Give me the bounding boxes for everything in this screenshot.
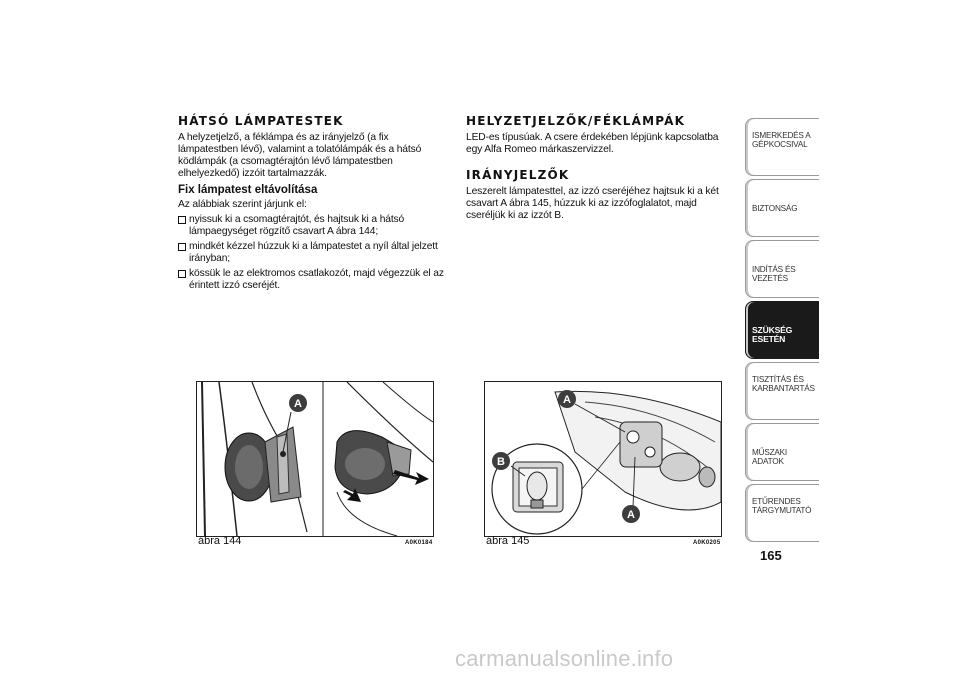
step-item xyxy=(178,214,448,238)
tab-label: INDÍTÁS ÉS VEZETÉS xyxy=(752,265,796,283)
rear-lamp-removal-drawing xyxy=(197,382,433,536)
figure-label: B xyxy=(497,456,505,468)
tab-maintenance[interactable] xyxy=(745,362,819,420)
figure-144-caption: ábra 144 xyxy=(198,535,242,547)
tab-label: SZÜKSÉG ESETÉN xyxy=(752,325,793,344)
section-heading-rear-lamps: HÁTSÓ LÁMPATESTEK xyxy=(178,114,344,128)
left-column xyxy=(178,114,448,295)
figure-144-code: A0K0184 xyxy=(405,540,433,546)
position-lights-paragraph: LED-es típusúak. A csere érdekében lépjünk kapcsolatba egy Alfa Romeo márkaszervizzel. xyxy=(466,132,719,155)
indicator-bulb-drawing xyxy=(485,382,721,536)
tab-label: MŰSZAKI ADATOK xyxy=(752,448,787,466)
tab-emergency[interactable] xyxy=(745,301,819,359)
checkbox-bullet-icon xyxy=(178,216,186,224)
step-text: mindkét kézzel húzzuk ki a lámpatestet a nyíl által jelzett irányban; xyxy=(189,241,438,264)
steps-list xyxy=(178,214,448,292)
figure-145-illustration xyxy=(484,381,722,537)
figure-label: A xyxy=(563,394,571,406)
tab-label: ISMERKEDÉS A xyxy=(752,131,811,140)
tab-safety[interactable] xyxy=(745,179,819,237)
section-heading-indicators: IRÁNYJELZŐK xyxy=(466,168,570,182)
tab-label: TISZTÍTÁS ÉS xyxy=(752,375,804,384)
step-item xyxy=(178,241,448,265)
tab-technical-data[interactable] xyxy=(745,423,819,481)
steps-intro: Az alábbiak szerint járjunk el: xyxy=(178,199,307,210)
step-text: kössük le az elektromos csatlakozót, majd végezzük el az érintett izzó cseréjét. xyxy=(189,268,444,291)
subheading-removal: Fix lámpatest eltávolítása xyxy=(178,184,318,196)
step-text: nyissuk ki a csomagtérajtót, és hajtsuk ki a hátsó lámpaegységet rögzítő csavart A ábra 144; xyxy=(189,214,405,237)
watermark: carmanualsonline.info xyxy=(455,646,674,671)
tab-getting-to-know[interactable] xyxy=(745,118,819,176)
figure-label: A xyxy=(627,509,635,521)
intro-paragraph: A helyzetjelző, a féklámpa és az irányjelző (a fix lámpatestben lévő), valamint a tolatólámpák és a hátsó ködlámpák (a csomagtérajtón lévő lámpatestben elhelyezkedő) izzóit tartalmazzák. xyxy=(178,132,422,179)
figure-label: A xyxy=(294,398,302,410)
tab-label: GÉPKOCSIVAL xyxy=(752,140,808,149)
section-heading-position-lights: HELYZETJELZŐK/FÉKLÁMPÁK xyxy=(466,114,686,128)
page-number: 165 xyxy=(760,548,782,563)
figure-145-code: A0K0205 xyxy=(693,540,721,546)
tab-index[interactable] xyxy=(745,484,819,542)
figure-144-illustration xyxy=(196,381,434,537)
tab-label: TÁRGYMUTATÓ xyxy=(752,506,812,515)
step-item xyxy=(178,268,448,292)
tab-label: ETŰRENDES xyxy=(752,497,801,506)
right-column xyxy=(466,114,728,225)
tab-label: BIZTONSÁG xyxy=(752,204,798,213)
tab-label: KARBANTARTÁS xyxy=(752,384,815,393)
indicators-paragraph: Leszerelt lámpatesttel, az izzó cseréjéhez hajtsuk ki a két csavart A ábra 145, húzzuk ki az izzófoglalatot, majd cseréljük ki az izzót B. xyxy=(466,186,719,221)
tab-starting-driving[interactable] xyxy=(745,240,819,298)
figure-145-caption: ábra 145 xyxy=(486,535,530,547)
checkbox-bullet-icon xyxy=(178,243,186,251)
checkbox-bullet-icon xyxy=(178,270,186,278)
